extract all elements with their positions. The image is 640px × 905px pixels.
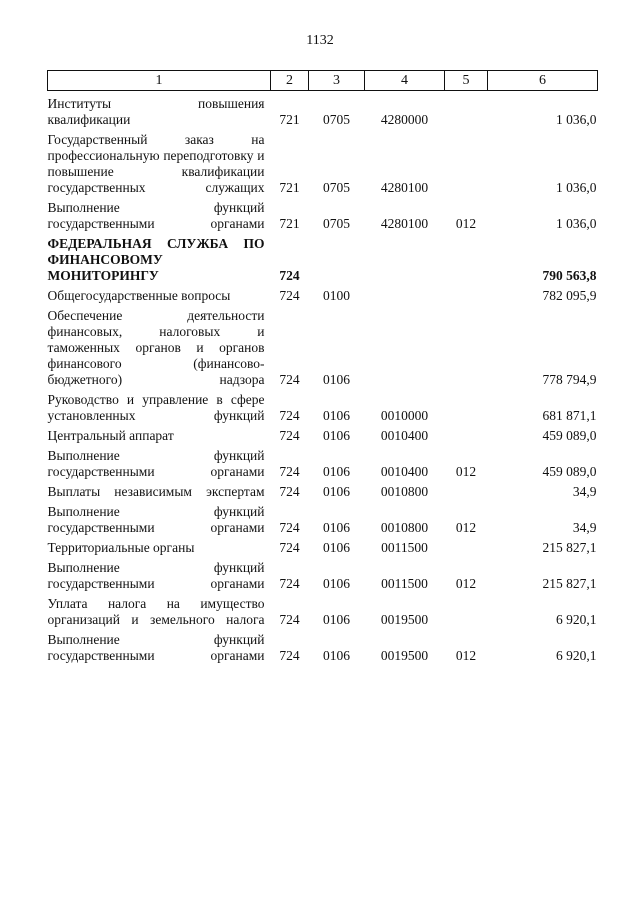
table-row (48, 196, 598, 232)
table-row (48, 424, 598, 444)
header-col-5: 5 (445, 71, 488, 91)
header-col-3: 3 (309, 71, 365, 91)
row-name: ФЕДЕРАЛЬНАЯ СЛУЖБА ПО ФИНАНСОВОМУ МОНИТОРИНГУ (47, 236, 265, 283)
table-row (48, 284, 598, 304)
row-col-2: 724 (279, 428, 300, 443)
row-name: Центральный аппарат (47, 428, 174, 443)
row-col-4: 4280000 (380, 112, 429, 127)
row-name: Выполнение функций государственными органами (47, 560, 265, 591)
row-amount: 782 095,9 (542, 288, 597, 303)
row-col-2: 724 (279, 288, 300, 303)
row-name: Выполнение функций государственными органами (47, 504, 265, 535)
row-name: Территориальные органы (47, 540, 195, 555)
row-col-2: 721 (279, 216, 300, 231)
table-row (48, 232, 598, 284)
row-col-4: 0019500 (380, 648, 429, 663)
row-col-2: 724 (279, 268, 300, 283)
table-row (48, 388, 598, 424)
row-col-4: 0010400 (380, 428, 429, 443)
table-row (48, 444, 598, 480)
row-col-3: 0705 (323, 216, 350, 231)
row-col-5 (445, 424, 488, 444)
row-col-3: 0106 (323, 648, 350, 663)
row-col-2: 724 (279, 464, 300, 479)
row-col-3: 0106 (323, 612, 350, 627)
row-amount: 681 871,1 (542, 408, 597, 423)
row-col-3 (309, 232, 365, 284)
row-col-5: 012 (455, 216, 477, 231)
row-col-4: 0010800 (380, 484, 429, 499)
row-name: Выплаты независимым экспертам (47, 484, 265, 499)
row-col-5 (445, 304, 488, 388)
row-col-3: 0106 (323, 576, 350, 591)
row-col-4: 4280100 (380, 216, 429, 231)
row-col-4: 0010000 (380, 408, 429, 423)
row-col-3: 0106 (323, 428, 350, 443)
header-col-4: 4 (365, 71, 445, 91)
row-col-3: 0106 (323, 520, 350, 535)
row-amount: 459 089,0 (542, 464, 597, 479)
table-row (48, 536, 598, 556)
row-amount: 34,9 (572, 520, 597, 535)
table-row (48, 304, 598, 388)
row-col-2: 721 (279, 112, 300, 127)
header-col-6: 6 (488, 71, 598, 91)
row-col-3: 0106 (323, 408, 350, 423)
row-amount: 215 827,1 (542, 576, 597, 591)
table-body (48, 91, 598, 665)
row-col-5 (445, 128, 488, 196)
page-number: 1132 (306, 33, 334, 48)
row-col-2: 724 (279, 372, 300, 387)
row-col-5 (445, 536, 488, 556)
row-col-3: 0705 (323, 112, 350, 127)
row-col-5 (445, 592, 488, 628)
row-name: Общегосударственные вопросы (47, 288, 231, 303)
row-col-5: 012 (455, 648, 477, 663)
row-col-2: 724 (279, 612, 300, 627)
row-name: Выполнение функций государственными органами (47, 200, 265, 231)
table-row (48, 628, 598, 664)
row-col-4: 0011500 (381, 540, 428, 555)
row-name: Уплата налога на имущество организаций и земельного налога (47, 596, 265, 627)
row-col-4: 4280100 (380, 180, 429, 195)
row-amount: 6 920,1 (556, 648, 597, 663)
row-name: Выполнение функций государственными органами (47, 632, 265, 663)
row-col-5: 012 (455, 464, 477, 479)
row-col-5: 012 (455, 576, 477, 591)
row-col-2: 724 (279, 484, 300, 499)
row-col-2: 724 (279, 576, 300, 591)
row-col-4: 0019500 (380, 612, 429, 627)
row-col-4 (365, 284, 445, 304)
row-col-3: 0106 (323, 540, 350, 555)
row-col-3: 0100 (323, 288, 350, 303)
table-row (48, 500, 598, 536)
row-col-4: 0011500 (381, 576, 428, 591)
row-col-5 (445, 232, 488, 284)
row-amount: 790 563,8 (542, 268, 597, 283)
row-amount: 1 036,0 (556, 216, 597, 231)
row-col-3: 0705 (323, 180, 350, 195)
row-col-2: 721 (279, 180, 300, 195)
row-col-5: 012 (455, 520, 477, 535)
row-amount: 459 089,0 (542, 428, 597, 443)
row-amount: 215 827,1 (542, 540, 597, 555)
row-amount: 778 794,9 (542, 372, 597, 387)
row-name: Руководство и управление в сфере установленных функций (47, 392, 265, 423)
row-amount: 1 036,0 (556, 180, 597, 195)
row-col-5 (445, 284, 488, 304)
row-col-2: 724 (279, 648, 300, 663)
table-row (48, 592, 598, 628)
table-row (48, 128, 598, 196)
header-col-2: 2 (271, 71, 309, 91)
header-col-1: 1 (48, 71, 271, 91)
row-col-5 (445, 388, 488, 424)
row-col-4: 0010800 (380, 520, 429, 535)
row-col-5 (445, 91, 488, 129)
row-col-2: 724 (279, 540, 300, 555)
row-amount: 34,9 (572, 484, 597, 499)
table-row (48, 556, 598, 592)
row-amount: 6 920,1 (556, 612, 597, 627)
row-col-2: 724 (279, 408, 300, 423)
row-col-4: 0010400 (380, 464, 429, 479)
table-row (48, 480, 598, 500)
row-name: Выполнение функций государственными органами (47, 448, 265, 479)
row-col-4 (365, 304, 445, 388)
row-col-3: 0106 (323, 372, 350, 387)
row-name: Государственный заказ на профессиональную переподготовку и повышение квалификации государственных служащих (47, 132, 265, 195)
row-amount: 1 036,0 (556, 112, 597, 127)
row-col-2: 724 (279, 520, 300, 535)
row-col-4 (365, 232, 445, 284)
budget-table (47, 70, 598, 664)
row-name: Институты повышения квалификации (47, 96, 265, 127)
table-header (48, 71, 598, 91)
row-col-3: 0106 (323, 464, 350, 479)
row-col-5 (445, 480, 488, 500)
row-col-3: 0106 (323, 484, 350, 499)
row-name: Обеспечение деятельности финансовых, налоговых и таможенных органов и органов финансового (финансово-бюджетного) надзора (47, 308, 265, 387)
table-row (48, 91, 598, 129)
